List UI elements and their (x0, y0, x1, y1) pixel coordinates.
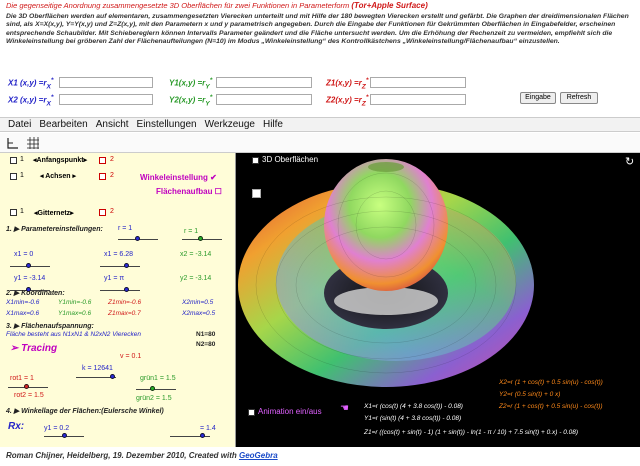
description-text: Die 3D Oberflächen werden auf elementaren, zusammengesetzten Vierecken unterteilt und mit Hilfe der 180 bewegten Vierecken erstellt und gefärbt. Die Graphen der dreidimensionalen Flächen sind, als X=X(x,y), Y=Y(x,y) und Z=Z(x,y), mit den Parametern x und y parametrisch angegeben. Durch die Eingabe der Funktionen für Gekrümmten Oberflächen in Eingabefelder, erscheinen entsprechende Schaubilder. Mit Schiebereglern können Intervalls Parameter geändert und die Fläche untersucht werden. Um die Erhöhung der Rechenzeit zu vermeiden, empfiehlt sich die Winkeleinstellung bei gröberen Zahl der Flächenaufteilungen (N=10) im Modus „Winkeleinstellung“ des Kontrollkästchens „Winkeleinstellung/Flächenaufbau“ einzustellen. (6, 13, 629, 46)
formula-y1: Y1=r (sin(t) (4 + 3.8 cos(t)) - 0.08) (364, 415, 462, 422)
control-panel: 1 ◂Anfangspunkt▸ 2 1 ◂ Achsen ▸ 2 Winkeleinstellung ✔ Flächenaufbau ☐ 1 ◂Gitternetz▸ 2 1. ▶ Parametereinstellungen: r = 1 r = 1 x1 = 0 x1 = 6.28 x2 = -3.14 y1 = -3.14 y1 = π y2 = -3.14 2. ▶ Koordinaten: X1min=-0.6 Y1min=-0.6 Z1min=-0.6 X2min=0.5 X1max=0.6 Y1max=0.6 Z1max=0.7 X2max=0.5 3. ▶ Flächenaufspannung: Fläche besteht aus N1xN1 & N2xN2 Vierecken N1=80 N2=80 ➢ Tracing v = 0.1 k = 12641 rot1 = 1 grün1 = 1.5 rot2 = 1.5 grün2 = 1.5 4. ▶ Winkellage der Flächen:(Eulersche Winkel) Rx: y1 = 0.2 = 1.4 (0, 153, 236, 447)
menu-bar (0, 117, 640, 132)
rot1-value: rot1 = 1 (10, 375, 34, 382)
y1-value: y1 = 0.2 (44, 425, 70, 432)
ry-knob[interactable] (198, 236, 203, 241)
refresh-icon[interactable]: ↻ (625, 156, 635, 168)
formula-x2: X2=r (1 + cos(t) + 0.5 sin(u) - cos(t)) (499, 379, 603, 386)
animation-label: Animation ein/aus (258, 407, 322, 416)
z1-input[interactable] (370, 77, 466, 88)
grid-tool-icon[interactable] (26, 136, 40, 150)
y2-label: $Y2(x,y) =r_Y^*$ (169, 94, 213, 108)
menu-ansicht[interactable]: Ansicht (95, 119, 129, 130)
k-value: k = 12641 (82, 365, 113, 372)
ry-value: r = 1 (184, 228, 199, 235)
flaechen-text: Fläche besteht aus N1xN1 & N2xN2 Vierecken (6, 331, 142, 338)
rot1-knob[interactable] (24, 384, 29, 389)
formula-y2: Y2=r (0.5 sin(t) + 0 x) (499, 391, 561, 398)
y1max-value: y1 = π (104, 275, 125, 282)
formula-z2: Z2=r (1 + cos(t) + 0.5 sin(u) - cos(t)) (499, 403, 603, 410)
x2-input[interactable] (59, 94, 153, 105)
rx-value: r = 1 (118, 225, 133, 232)
tracing-label[interactable]: ➢ Tracing (10, 343, 58, 354)
menu-werkzeuge[interactable]: Werkzeuge (204, 119, 255, 130)
checkbox-achsen-2[interactable] (99, 173, 106, 180)
footer: Roman Chijner, Heidelberg, 19. Dezember 2010, Created with GeoGebra (6, 451, 278, 460)
winkellage-heading: 4. ▶ Winkellage der Flächen:(Eulersche Winkel) (6, 408, 164, 415)
geogebra-link[interactable]: GeoGebra (238, 451, 278, 460)
flaechen-heading: 3. ▶ Flächenaufspannung: (6, 323, 94, 330)
vy-value: v = 0.1 (120, 353, 142, 360)
gruen1-value: grün1 = 1.5 (140, 375, 176, 382)
formula-x1: X1=r (cos(t) (4 + 3.8 cos(t)) - 0.08) (364, 403, 463, 410)
y1max-knob[interactable] (124, 287, 129, 292)
menu-hilfe[interactable]: Hilfe (262, 119, 283, 130)
formula-z1: Z1=r ((cos(t) + sin(t) - 1) (1 + sin(t)) - ln(1 - π / 10) + 7.5 sin(t) + 0.x) - 0.08) (364, 429, 579, 436)
menu-einstellungen[interactable]: Einstellungen (136, 119, 197, 130)
rx-knob[interactable] (135, 236, 140, 241)
eingabe-button[interactable]: Eingabe (520, 92, 556, 104)
x1max-slider[interactable] (100, 266, 140, 267)
y1-knob[interactable] (62, 433, 67, 438)
param-heading: 1. ▶ Parametereinstellungen: (6, 226, 103, 233)
y1min-value: y1 = -3.14 (14, 275, 46, 282)
flaechenaufbau-label: Flächenaufbau ☐ (156, 187, 222, 196)
rx-angle-value: = 1.4 (200, 425, 216, 432)
x2min-value: x2 = -3.14 (180, 251, 212, 258)
n2-value: N2=80 (196, 341, 216, 348)
checkbox-achsen-1[interactable] (10, 173, 17, 180)
y1-label: $Y1(x,y) =r_Y^*$ (169, 77, 213, 91)
checkbox-anfangspunkt-2[interactable] (99, 157, 106, 164)
z2-input[interactable] (370, 94, 466, 105)
animation-checkbox[interactable] (248, 409, 255, 416)
3d-view[interactable] (236, 153, 640, 447)
label-achsen: ◂ Achsen ▸ (40, 173, 76, 180)
checkbox-gitternetz-2[interactable] (99, 209, 106, 216)
z1-label: $Z1(x,y) =r_Z^*$ (326, 77, 369, 91)
x1min-value: x1 = 0 (14, 251, 34, 258)
y1-input[interactable] (216, 77, 312, 88)
x2-label: X2 $(x,y) =r_X^*$ (8, 94, 54, 108)
apple-surface (324, 159, 448, 291)
apple-stem-ring (334, 287, 438, 315)
winkeleinstellung-label: Winkeleinstellung ✔ (140, 173, 217, 182)
y2-input[interactable] (216, 94, 312, 105)
x1-label: X1 $(x,y) =r_X^*$ (8, 77, 54, 91)
page-title: Die gegenseitige Anordnung zusammengesetzte 3D Oberflächen für zwei Funktionen in Parameterform (Tor+Apple Surface) (6, 1, 428, 10)
gruen1-knob[interactable] (150, 386, 155, 391)
y1max-slider[interactable] (100, 290, 140, 291)
menu-datei[interactable]: Datei (8, 119, 32, 130)
checkbox-anfangspunkt-1[interactable] (10, 157, 17, 164)
x1max-value: x1 = 6.28 (104, 251, 133, 258)
checkbox-gitternetz-1[interactable] (10, 209, 17, 216)
pointer-icon: ☚ (340, 403, 349, 414)
rx-angle-knob[interactable] (200, 433, 205, 438)
move-tool-icon[interactable] (6, 136, 20, 150)
gruen2-value: grün2 = 1.5 (136, 395, 172, 402)
refresh-button[interactable]: Refresh (560, 92, 598, 104)
k-knob[interactable] (110, 374, 115, 379)
x1max-knob[interactable] (124, 263, 129, 268)
label-anfangspunkt: ◂Anfangspunkt▸ (33, 157, 88, 164)
rx-label: Rx: (8, 421, 25, 432)
z2-label: $Z2(x,y) =r_Z^*$ (326, 94, 369, 108)
x1min-knob[interactable] (26, 263, 31, 268)
3d-title: 3D Oberflächen (262, 155, 319, 164)
koord-heading: 2. ▶ Koordinaten: (6, 290, 65, 297)
toolbar (0, 133, 640, 153)
rot2-value: rot2 = 1.5 (14, 392, 44, 399)
n1-value: N1=80 (196, 331, 216, 338)
y2min-value: y2 = -3.14 (180, 275, 212, 282)
x1-input[interactable] (59, 77, 153, 88)
gruen1-slider[interactable] (136, 389, 176, 390)
label-gitternetz: ◂Gitternetz▸ (34, 210, 74, 217)
menu-bearbeiten[interactable]: Bearbeiten (39, 119, 88, 130)
